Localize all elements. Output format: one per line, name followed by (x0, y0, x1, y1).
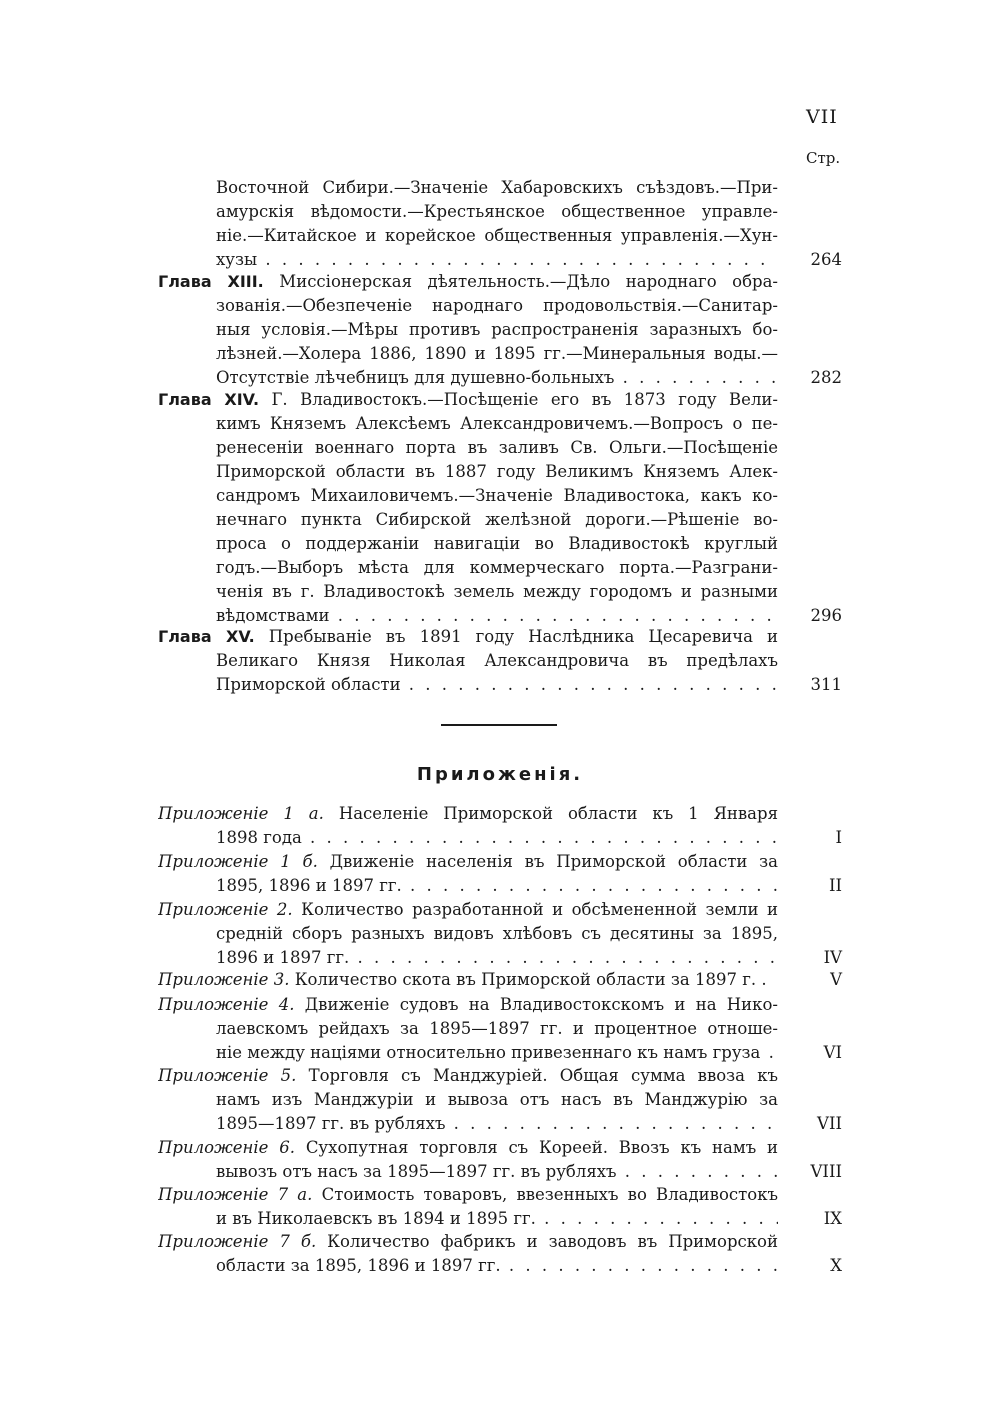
toc-line: Приморской области въ 1887 году Великимъ Княземъ Алек- (216, 462, 778, 481)
appendix-text: Количество скота въ Приморской области за 1897 г. (294, 970, 757, 989)
toc-line: 1895—1897 гг. въ рубляхъ . . . (216, 1112, 778, 1135)
toc-line (158, 1183, 778, 1206)
toc-line: 1895, 1896 и 1897 гг. . . . (216, 874, 778, 897)
appendix-label: Приложеніе 1 а. (158, 804, 324, 823)
toc-line: Великаго Князя Николая Александровича въ предѣлахъ (216, 651, 778, 670)
toc-page-number: II (828, 876, 842, 895)
toc-line (158, 1064, 778, 1087)
toc-line: амурскія вѣдомости.—Крестьянское общественное управле- (216, 202, 778, 221)
chapter-text: Миссіонерская дѣятельность.—Дѣло народнаго обра- (279, 272, 778, 291)
toc-line (158, 850, 778, 873)
appendix-label: Приложеніе 5. (158, 1066, 297, 1085)
toc-line: и въ Николаевскъ въ 1894 и 1895 гг. . . . (216, 1207, 778, 1230)
toc-page-number: IX (823, 1209, 842, 1228)
toc-line (158, 270, 778, 293)
toc-line: Восточной Сибири.—Значеніе Хабаровскихъ съѣздовъ.—При- (216, 178, 778, 197)
appendix-label: Приложеніе 2. (158, 900, 293, 919)
toc-line: Приморской области . . . (216, 673, 778, 696)
appendix-label: Приложеніе 1 б. (158, 852, 318, 871)
toc-line (158, 802, 778, 825)
appendix-text: Движеніе судовъ на Владивостокскомъ и на Нико- (304, 995, 778, 1014)
toc-line: хузы . . . (216, 248, 778, 271)
section-divider (441, 724, 557, 726)
appendix-text: Движеніе населенія въ Приморской области за (329, 852, 778, 871)
appendix-label: Приложеніе 3. (158, 970, 290, 989)
toc-line: ренесеніи военнаго порта въ заливъ Св. Ольги.—Посѣщеніе (216, 438, 778, 457)
toc-line (158, 993, 778, 1016)
toc-line: лаевскомъ рейдахъ за 1895—1897 гг. и процентное отноше- (216, 1019, 778, 1038)
toc-page-number: I (835, 828, 842, 847)
appendix-label: Приложеніе 6. (158, 1138, 295, 1157)
toc-page-number: VII (817, 1114, 842, 1133)
toc-line: Отсутствіе лѣчебницъ для душевно-больныхъ . . . (216, 366, 778, 389)
toc-line: вѣдомствами . . . (216, 604, 778, 627)
toc-page-number: V (830, 970, 842, 989)
toc-line: годъ.—Выборъ мѣста для коммерческаго порта.—Разграни- (216, 558, 778, 577)
toc-page-number: 296 (810, 606, 842, 625)
toc-page-number: X (830, 1256, 842, 1275)
toc-line: проса о поддержаніи навигаціи во Владивостокѣ круглый (216, 534, 778, 553)
page-number: VII (806, 106, 838, 128)
toc-line (158, 625, 778, 648)
toc-line: лѣзней.—Холера 1886, 1890 и 1895 гг.—Минеральныя воды.— (216, 344, 778, 363)
chapter-label: Глава XIII. (158, 272, 264, 291)
toc-page-number: 264 (810, 250, 842, 269)
appendices-title: Приложенія. (416, 764, 584, 785)
appendix-text: Сухопутная торговля съ Кореей. Ввозъ къ намъ и (305, 1138, 778, 1157)
toc-line: области за 1895, 1896 и 1897 гг. . . . (216, 1254, 778, 1277)
toc-line: вывозъ отъ насъ за 1895—1897 гг. въ рубляхъ . . . (216, 1160, 778, 1183)
toc-line: намъ изъ Манджуріи и вывоза отъ насъ въ Манджурію за (216, 1090, 778, 1109)
toc-line (158, 1230, 778, 1253)
appendix-text: Населеніе Приморской области къ 1 Января (338, 804, 778, 823)
appendix-text: Количество разработанной и обсѣмененной земли и (301, 900, 778, 919)
toc-line (158, 898, 778, 921)
chapter-label: Глава XIV. (158, 390, 260, 409)
chapter-label: Глава XV. (158, 627, 255, 646)
toc-line: ніе.—Китайское и корейское общественныя управленія.—Хун- (216, 226, 778, 245)
toc-line: средній сборъ разныхъ видовъ хлѣбовъ съ десятины за 1895, (216, 924, 778, 943)
appendix-label: Приложеніе 7 а. (158, 1185, 313, 1204)
toc-line (158, 968, 778, 991)
appendix-label: Приложеніе 7 б. (158, 1232, 317, 1251)
toc-line: сандромъ Михаиловичемъ.—Значеніе Владивостока, какъ ко- (216, 486, 778, 505)
toc-page-number: VI (823, 1043, 842, 1062)
appendix-label: Приложеніе 4. (158, 995, 295, 1014)
page-column-label: Стр. (806, 149, 841, 167)
chapter-text: Г. Владивостокъ.—Посѣщеніе его въ 1873 году Вели- (271, 390, 778, 409)
toc-line: кимъ Княземъ Алексѣемъ Александровичемъ.—Вопросъ о пе- (216, 414, 778, 433)
toc-page-number: 282 (810, 368, 842, 387)
toc-page-number: 311 (810, 675, 842, 694)
toc-line (158, 388, 778, 411)
toc-line: ныя условія.—Мѣры противъ распространенія заразныхъ бо- (216, 320, 778, 339)
toc-page-number: IV (823, 948, 842, 967)
toc-line (158, 1136, 778, 1159)
toc-line: ніе между націями относительно привезеннаго къ намъ груза . . . (216, 1041, 778, 1064)
toc-page-number: VIII (810, 1162, 842, 1181)
toc-line: нечнаго пункта Сибирской желѣзной дороги.—Рѣшеніе во- (216, 510, 778, 529)
toc-line: ченія въ г. Владивостокѣ земель между городомъ и разными (216, 582, 778, 601)
appendix-text: Торговля съ Манджуріей. Общая сумма ввоза къ (308, 1066, 778, 1085)
toc-line: 1896 и 1897 гг. . . . (216, 946, 778, 969)
appendix-text: Количество фабрикъ и заводовъ въ Приморской (327, 1232, 778, 1251)
toc-line: зованія.—Обезпеченіе народнаго продовольствія.—Санитар- (216, 296, 778, 315)
appendix-text: Стоимость товаровъ, ввезенныхъ во Владивостокъ (321, 1185, 778, 1204)
chapter-text: Пребываніе въ 1891 году Наслѣдника Цесаревича и (268, 627, 778, 646)
toc-line: 1898 года . . . (216, 826, 778, 849)
